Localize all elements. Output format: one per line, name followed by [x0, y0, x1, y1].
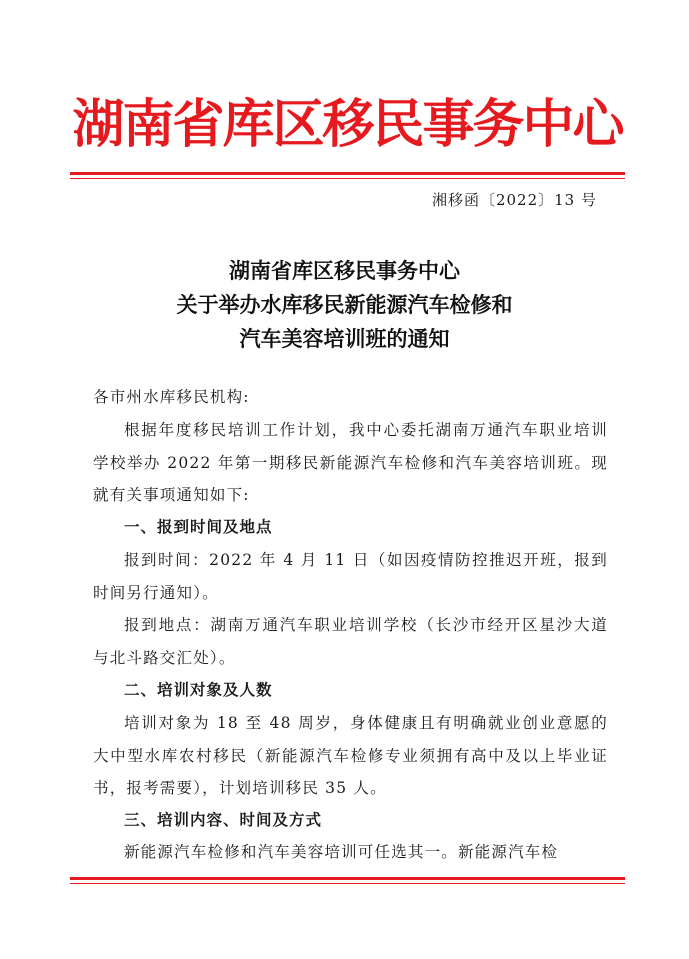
footer-red-rule-thin — [70, 883, 625, 884]
notice-title-line-3: 汽车美容培训班的通知 — [239, 327, 450, 351]
masthead-red-rule-thin — [70, 178, 625, 179]
section-heading-registration: 一、报到时间及地点 — [124, 518, 273, 536]
salutation: 各市州水库移民机构: — [93, 388, 250, 406]
notice-title-line-1: 湖南省库区移民事务中心 — [229, 259, 460, 283]
section-heading-participants: 二、培训对象及人数 — [124, 681, 273, 699]
intro-paragraph: 根据年度移民培训工作计划，我中心委托湖南万通汽车职业培训学校举办 2022 年第一期移民新能源汽车检修和汽车美容培训班。现就有关事项通知如下: — [93, 421, 608, 504]
notice-title-line-2: 关于举办水库移民新能源汽车检修和 — [176, 293, 513, 317]
section-heading-content: 三、培训内容、时间及方式 — [124, 811, 323, 829]
content-paragraph: 新能源汽车检修和汽车美容培训可任选其一。新能源汽车检 — [124, 843, 559, 861]
organization-masthead: 湖南省库区移民事务中心 — [72, 95, 623, 155]
footer-red-rule-thick — [70, 877, 625, 880]
participants-paragraph: 培训对象为 18 至 48 周岁，身体健康且有明确就业创业意愿的大中型水库农村移民（新能源汽车检修专业须拥有高中及以上毕业证书，报考需要），计划培训移民 35 人。 — [93, 714, 608, 797]
registration-time-paragraph: 报到时间：2022 年 4 月 11 日（如因疫情防控推迟开班，报到时间另行通知）。 — [93, 551, 608, 602]
registration-place-paragraph: 报到地点：湖南万通汽车职业培训学校（长沙市经开区星沙大道与北斗路交汇处）。 — [93, 616, 608, 667]
document-number: 湘移函〔2022〕13 号 — [431, 191, 597, 209]
masthead-red-rule-thick — [70, 172, 625, 175]
